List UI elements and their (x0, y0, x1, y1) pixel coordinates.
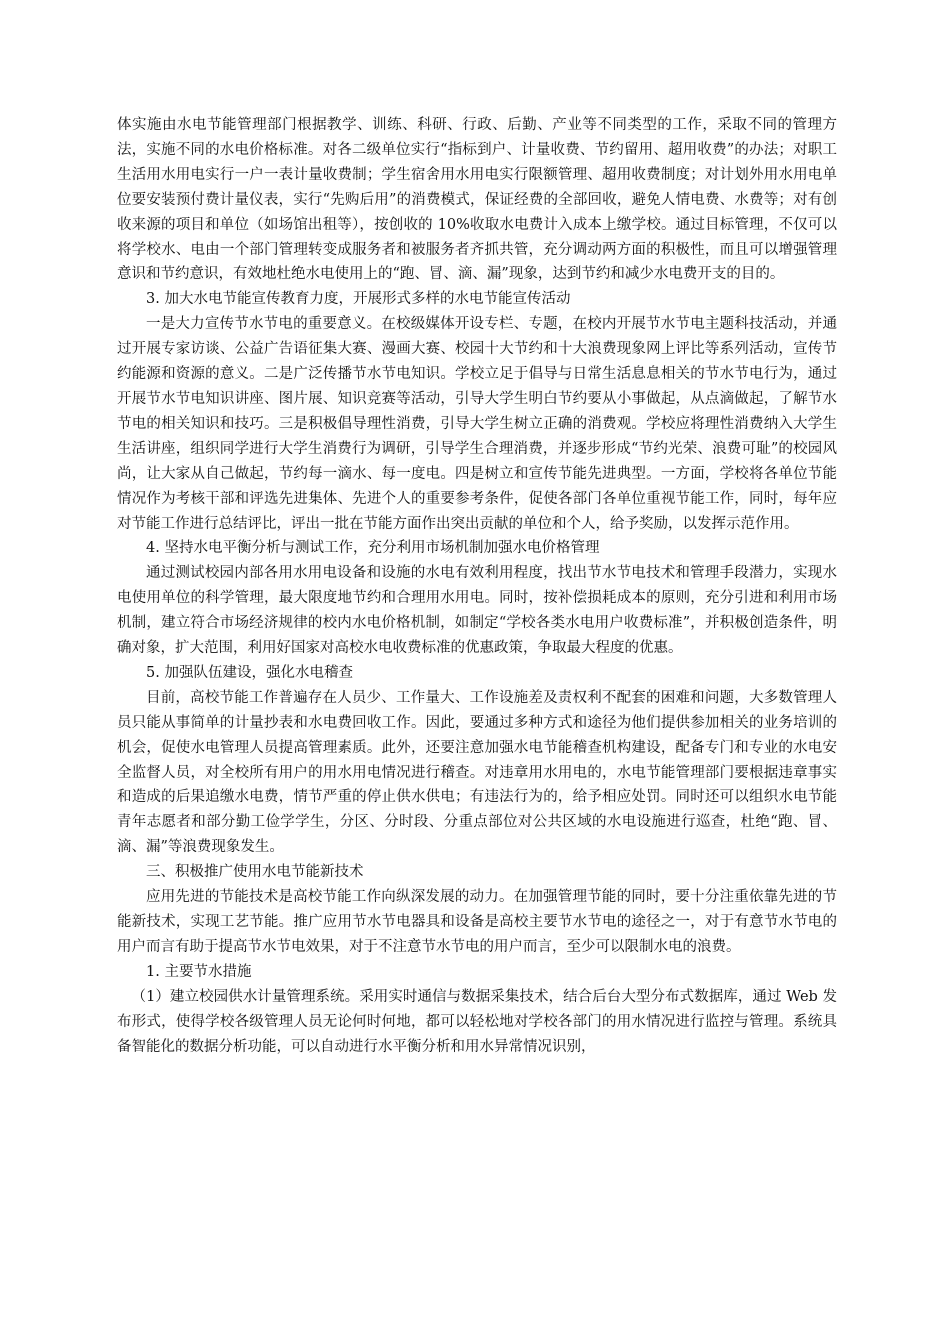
paragraph-inspection: 目前，高校节能工作普遍存在人员少、工作量大、工作设施差及责权利不配套的困难和问题，大多数管理人员只能从事简单的计量抄表和水电费回收工作。因此，要通过多种方式和途径为他们提供参加相关的业务培训的机会，促使水电管理人员提高管理素质。此外，还要注意加强水电节能稽查机构建设，配备专门和专业的水电安全监督人员，对全校所有用户的用水用电情况进行稽查。对违章用水用电的，水电节能管理部门要根据违章事实和造成的后果追缴水电费，情节严重的停止供水供电；有违法行为的，给予相应处罚。同时还可以组织水电节能青年志愿者和部分勤工俭学学生，分区、分时段、分重点部位对公共区域的水电设施进行巡查，杜绝“跑、冒、滴、漏”等浪费现象发生。 (117, 689, 837, 856)
section-heading-4: 4. 坚持水电平衡分析与测试工作，充分利用市场机制加强水电价格管理 (146, 540, 600, 557)
paragraph-publicity: 一是大力宣传节水节电的重要意义。在校级媒体开设专栏、专题，在校内开展节水节电主题科技活动，并通过开展专家访谈、公益广告语征集大赛、漫画大赛、校园十大节约和十大浪费现象网上评比等系列活动，宣传节约能源和资源的意义。二是广泛传播节水节电知识。学校立足于倡导与日常生活息息相关的节水节电行为，通过开展节水节电知识讲座、图片展、知识竞赛等活动，引导大学生明白节约要从小事做起，从点滴做起，了解节水节电的相关知识和技巧。三是积极倡导理性消费，引导大学生树立正确的消费观。学校应将理性消费纳入大学生生活讲座，组织同学进行大学生消费行为调研，引导学生合理消费，并逐步形成“节约光荣、浪费可耻”的校园风尚，让大家从自己做起，节约每一滴水、每一度电。四是树立和宣传节能先进典型。一方面，学校将各单位节能情况作为考核干部和评选先进集体、先进个人的重要参考条件，促使各部门各单位重视节能工作，同时，每年应对节能工作进行总结评比，评出一批在节能方面作出突出贡献的单位和个人，给予奖励，以发挥示范作用。 (117, 316, 837, 532)
section-heading-3: 3. 加大水电节能宣传教育力度，开展形式多样的水电节能宣传活动 (146, 291, 571, 308)
paragraph-item-1: （1）建立校园供水计量管理系统。采用实时通信与数据采集技术，结合后台大型分布式数据库，通过 Web 发布形式，使得学校各级管理人员无论何时何地，都可以轻松地对学校各部门的用水情况进行监控与管理。系统具备智能化的数据分析功能，可以自动进行水平衡分析和用水异常情况识别， (117, 988, 837, 1055)
subsection-heading-1: 1. 主要节水措施 (146, 963, 252, 980)
paragraph-continued: 体实施由水电节能管理部门根据教学、训练、科研、行政、后勤、产业等不同类型的工作，采取不同的管理方法，实施不同的水电价格标准。对各二级单位实行“指标到户、计量收费、节约留用、超用收费”的办法；对职工生活用水用电实行一户一表计量收费制；学生宿舍用水用电实行限额管理、超用收费制度；对计划外用水用电单位要安装预付费计量仪表，实行“先购后用”的消费模式，保证经费的全部回收，避免人情电费、水费等；对有创收来源的项目和单位（如场馆出租等），按创收的 10%收取水电费计入成本上缴学校。通过目标管理，不仅可以将学校水、电由一个部门管理转变成服务者和被服务者齐抓共管，充分调动两方面的积极性，而且可以增强管理意识和节约意识，有效地杜绝水电使用上的“跑、冒、滴、漏”现象，达到节约和减少水电费开支的目的。 (117, 117, 837, 283)
section-heading-5: 5. 加强队伍建设，强化水电稽查 (146, 664, 353, 681)
paragraph-testing: 通过测试校园内部各用水用电设备和设施的水电有效利用程度，找出节水节电技术和管理手段潜力，实现水电使用单位的科学管理，最大限度地节约和合理用水用电。同时，按补偿损耗成本的原则，充分引进和利用市场机制，建立符合市场经济规律的校内水电价格机制，如制定“学校各类水电用户收费标准”，并积极创造条件，明确对象，扩大范围，利用好国家对高校水电收费标准的优惠政策，争取最大程度的优惠。 (117, 565, 837, 657)
document-page (117, 113, 837, 1059)
paragraph-technology: 应用先进的节能技术是高校节能工作向纵深发展的动力。在加强管理节能的同时，要十分注重依靠先进的节能新技术，实现工艺节能。推广应用节水节电器具和设备是高校主要节水节电的途径之一，对于有意节水节电的用户而言有助于提高节水节电效果，对于不注意节水节电的用户而言，至少可以限制水电的浪费。 (117, 889, 837, 955)
section-heading-three: 三、积极推广使用水电节能新技术 (146, 864, 364, 881)
